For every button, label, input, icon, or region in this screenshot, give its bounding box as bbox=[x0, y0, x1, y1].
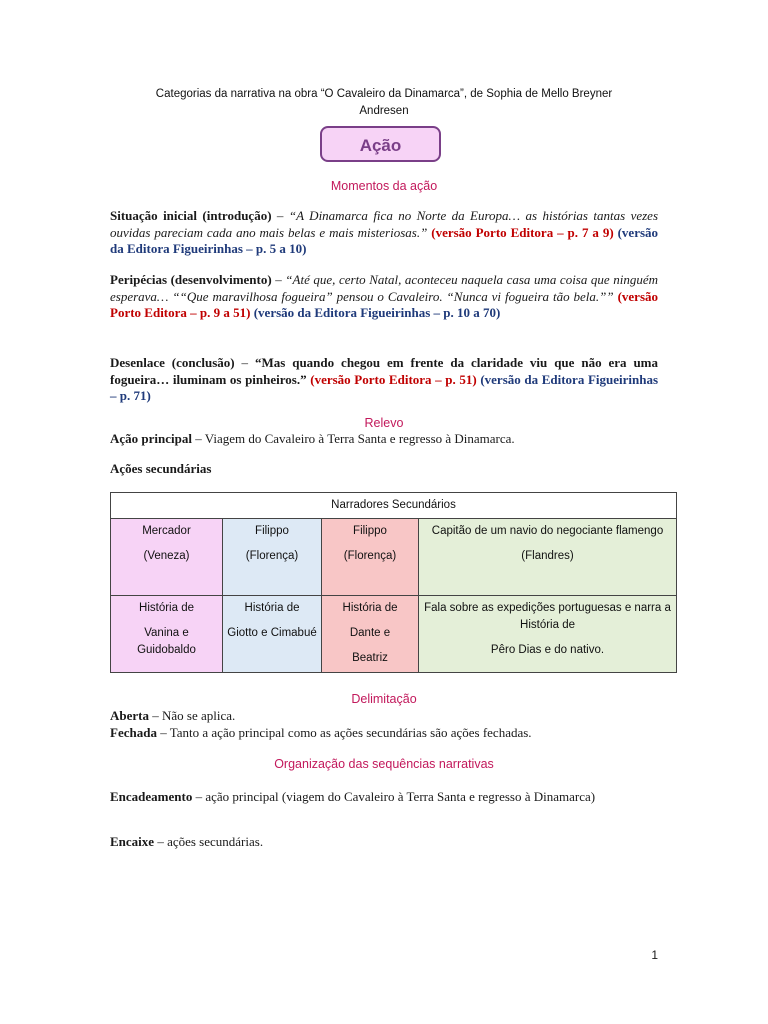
situacao-porto: (versão Porto Editora – p. 7 a 9) bbox=[431, 224, 614, 240]
encadeamento-line: Encadeamento – ação principal (viagem do Cavaleiro à Terra Santa e regresso à Dinamarca) bbox=[110, 789, 596, 804]
title-line-1: Categorias da narrativa na obra “O Cavaleiro da Dinamarca”, de Sophia de Mello Breyner bbox=[155, 88, 613, 100]
narradores-table bbox=[110, 492, 677, 673]
acoes-secundarias-label: Ações secundárias bbox=[110, 461, 212, 476]
aberta-line: Aberta – Não se aplica. bbox=[110, 708, 236, 723]
title-line-2: Andresen bbox=[359, 105, 409, 117]
situacao-inicial-paragraph: Situação inicial (introdução) – “A Dinamarca fica no Norte da Europa… as histórias tantas vezes ouvidas pareciam cada ano mais belas e mais misteriosas.” (versão Porto Editora – p. 7 a 9) (versão da Editora Figueirinhas – p. 5 a 10) bbox=[110, 208, 659, 256]
situacao-quote: “A Dinamarca fica no Norte da Europa… as histórias tantas vezes ouvidas pareciam cada ano mais belas e mais misteriosas.” bbox=[110, 208, 659, 240]
peripecias-figueirinhas: (versão da Editora Figueirinhas – p. 10 a 70) bbox=[253, 305, 501, 320]
desenlace-quote: “Mas quando chegou em frente da claridade viu que não era uma fogueira… iluminam os pinheiros.” bbox=[110, 355, 659, 387]
organizacao-heading: Organização das sequências narrativas bbox=[274, 757, 494, 771]
peripecias-porto: (versão Porto Editora – p. 9 a 51) bbox=[110, 288, 659, 320]
delimitacao-heading: Delimitação bbox=[351, 692, 417, 706]
momentos-heading: Momentos da ação bbox=[330, 179, 438, 193]
peripecias-paragraph: Peripécias (desenvolvimento) – “Até que, certo Natal, aconteceu naquela casa uma coisa que ninguém esperava… ““Que maravilhosa fogueira” pensou o Cavaleiro. “Nunca vi fogueira tão bela.”” (versão Porto Editora – p. 9 a 51) (versão da Editora Figueirinhas – p. 10 a 70) bbox=[110, 272, 659, 320]
desenlace-paragraph: Desenlace (conclusão) – “Mas quando chegou em frente da claridade viu que não era uma fogueira… iluminam os pinheiros.” (versão Porto Editora – p. 51) (versão da Editora Figueirinhas – p. 71) bbox=[110, 355, 659, 403]
peripecias-quote: “Até que, certo Natal, aconteceu naquela casa uma coisa que ninguém esperava… ““Que maravilhosa fogueira” pensou o Cavaleiro. “Nunca vi fogueira tão bela.”” bbox=[110, 272, 659, 304]
acao-principal-line: Ação principal – Viagem do Cavaleiro à Terra Santa e regresso à Dinamarca. bbox=[110, 431, 515, 446]
page-number: 1 bbox=[651, 948, 658, 962]
desenlace-figueirinhas: (versão da Editora Figueirinhas – p. 71) bbox=[110, 371, 659, 403]
acao-heading-box: Ação bbox=[320, 126, 441, 162]
encaixe-line: Encaixe – ações secundárias. bbox=[110, 834, 264, 849]
document-title bbox=[110, 86, 658, 120]
relevo-heading: Relevo bbox=[364, 416, 404, 430]
situacao-label: Situação inicial (introdução) bbox=[110, 208, 272, 223]
table-header: Narradores Secundários bbox=[111, 493, 677, 519]
table-row: História de Vanina e Guidobaldo História de Giotto e Cimabué História de Dante e Beatriz Fala sobre as expedições portuguesas e narra a História de Pêro Dias e do nativo. bbox=[111, 596, 677, 673]
desenlace-label: Desenlace (conclusão) bbox=[110, 355, 235, 370]
table-row: Mercador (Veneza) Filippo (Florença) Filippo (Florença) Capitão de um navio do negociante flamengo (Flandres) bbox=[111, 519, 677, 596]
situacao-figueirinhas: (versão da Editora Figueirinhas – p. 5 a 10) bbox=[110, 224, 659, 256]
desenlace-porto: (versão Porto Editora – p. 51) bbox=[310, 371, 477, 387]
peripecias-label: Peripécias (desenvolvimento) bbox=[110, 272, 272, 287]
fechada-line: Fechada – Tanto a ação principal como as ações secundárias são ações fechadas. bbox=[110, 725, 532, 740]
